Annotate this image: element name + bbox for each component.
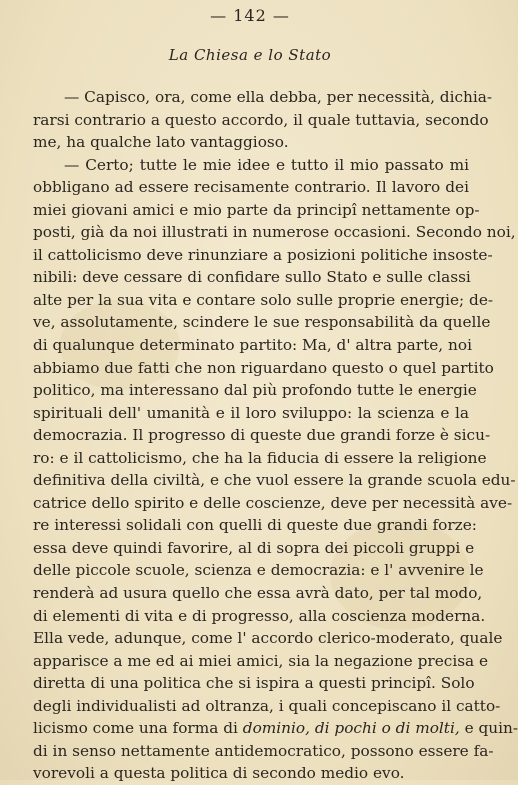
text-line: miei giovani amici e mio parte da principî nettamente op- bbox=[33, 200, 480, 219]
text-line: spirituali dell' umanità e il loro sviluppo: la scienza e la bbox=[33, 403, 469, 422]
page-number: — 142 — bbox=[210, 6, 290, 25]
text-line: essa deve quindi favorire, al di sopra dei piccoli gruppi e bbox=[33, 538, 475, 557]
text-line: rarsi contrario a questo accordo, il quale tuttavia, secondo bbox=[33, 110, 489, 129]
text-line: nibili: deve cessare di confidare sullo Stato e sulle classi bbox=[33, 268, 471, 287]
text-line: obbligano ad essere recisamente contrario. Il lavoro dei bbox=[33, 178, 469, 197]
text-line: diretta di una politica che si ispira a questi principî. Solo bbox=[33, 674, 475, 693]
text-line: delle piccole scuole, scienza e democrazia: e l' avvenire le bbox=[33, 561, 484, 580]
text-run: e quin- bbox=[459, 719, 518, 738]
text-line: democrazia. Il progresso di queste due grandi forze è sicu- bbox=[33, 426, 491, 445]
text-line: il cattolicismo deve rinunziare a posizioni politiche insoste- bbox=[33, 245, 493, 264]
text-line: — Capisco, ora, come ella debba, per necessità, dichia- bbox=[64, 88, 493, 106]
text-line: me, ha qualche lato vantaggioso. bbox=[33, 133, 289, 152]
text-line: di elementi di vita e di progresso, alla coscienza moderna. bbox=[33, 606, 486, 625]
text-line: alte per la sua vita e contare solo sulle proprie energie; de- bbox=[33, 290, 494, 309]
text-line: vorevoli a questa politica di secondo medio evo. bbox=[33, 764, 405, 783]
text-line: abbiamo due fatti che non riguardano questo o quel partito bbox=[33, 358, 494, 377]
text-run: licismo come una forma di bbox=[33, 719, 243, 738]
text-line: politico, ma interessano dal più profondo tutte le energie bbox=[33, 381, 477, 400]
text-line: degli individualisti ad oltranza, i quali concepiscano il catto- bbox=[33, 696, 501, 715]
text-line: ve, assolutamente, scindere le sue responsabilità da quelle bbox=[33, 313, 491, 332]
text-line: Ella vede, adunque, come l' accordo clerico-moderato, quale bbox=[33, 629, 503, 648]
running-title: La Chiesa e lo Stato bbox=[168, 46, 332, 64]
text-line: posti, già da noi illustrati in numerose occasioni. Secondo noi, bbox=[33, 223, 516, 242]
text-line: apparisce a me ed ai miei amici, sia la negazione precisa e bbox=[33, 651, 489, 670]
text-line: renderà ad usura quello che essa avrà dato, per tal modo, bbox=[33, 584, 483, 603]
text-line-with-italics bbox=[33, 717, 518, 740]
italic-phrase: dominio, di pochi o di molti, bbox=[242, 719, 460, 738]
text-line: di in senso nettamente antidemocratico, possono essere fa- bbox=[33, 741, 494, 760]
text-line: di qualunque determinato partito: Ma, d' altra parte, noi bbox=[33, 336, 472, 355]
text-line: re interessi solidali con quelli di queste due grandi forze: bbox=[33, 516, 477, 535]
text-line: catrice dello spirito e delle coscienze, deve per necessità ave- bbox=[33, 493, 513, 512]
text-line: definitiva della civiltà, e che vuol essere la grande scuola edu- bbox=[33, 471, 516, 490]
text-line: ro: e il cattolicismo, che ha la fiducia di essere la religione bbox=[33, 448, 487, 467]
body-text bbox=[33, 86, 518, 785]
text-line: — Certo; tutte le mie idee e tutto il mio passato mi bbox=[64, 155, 469, 174]
